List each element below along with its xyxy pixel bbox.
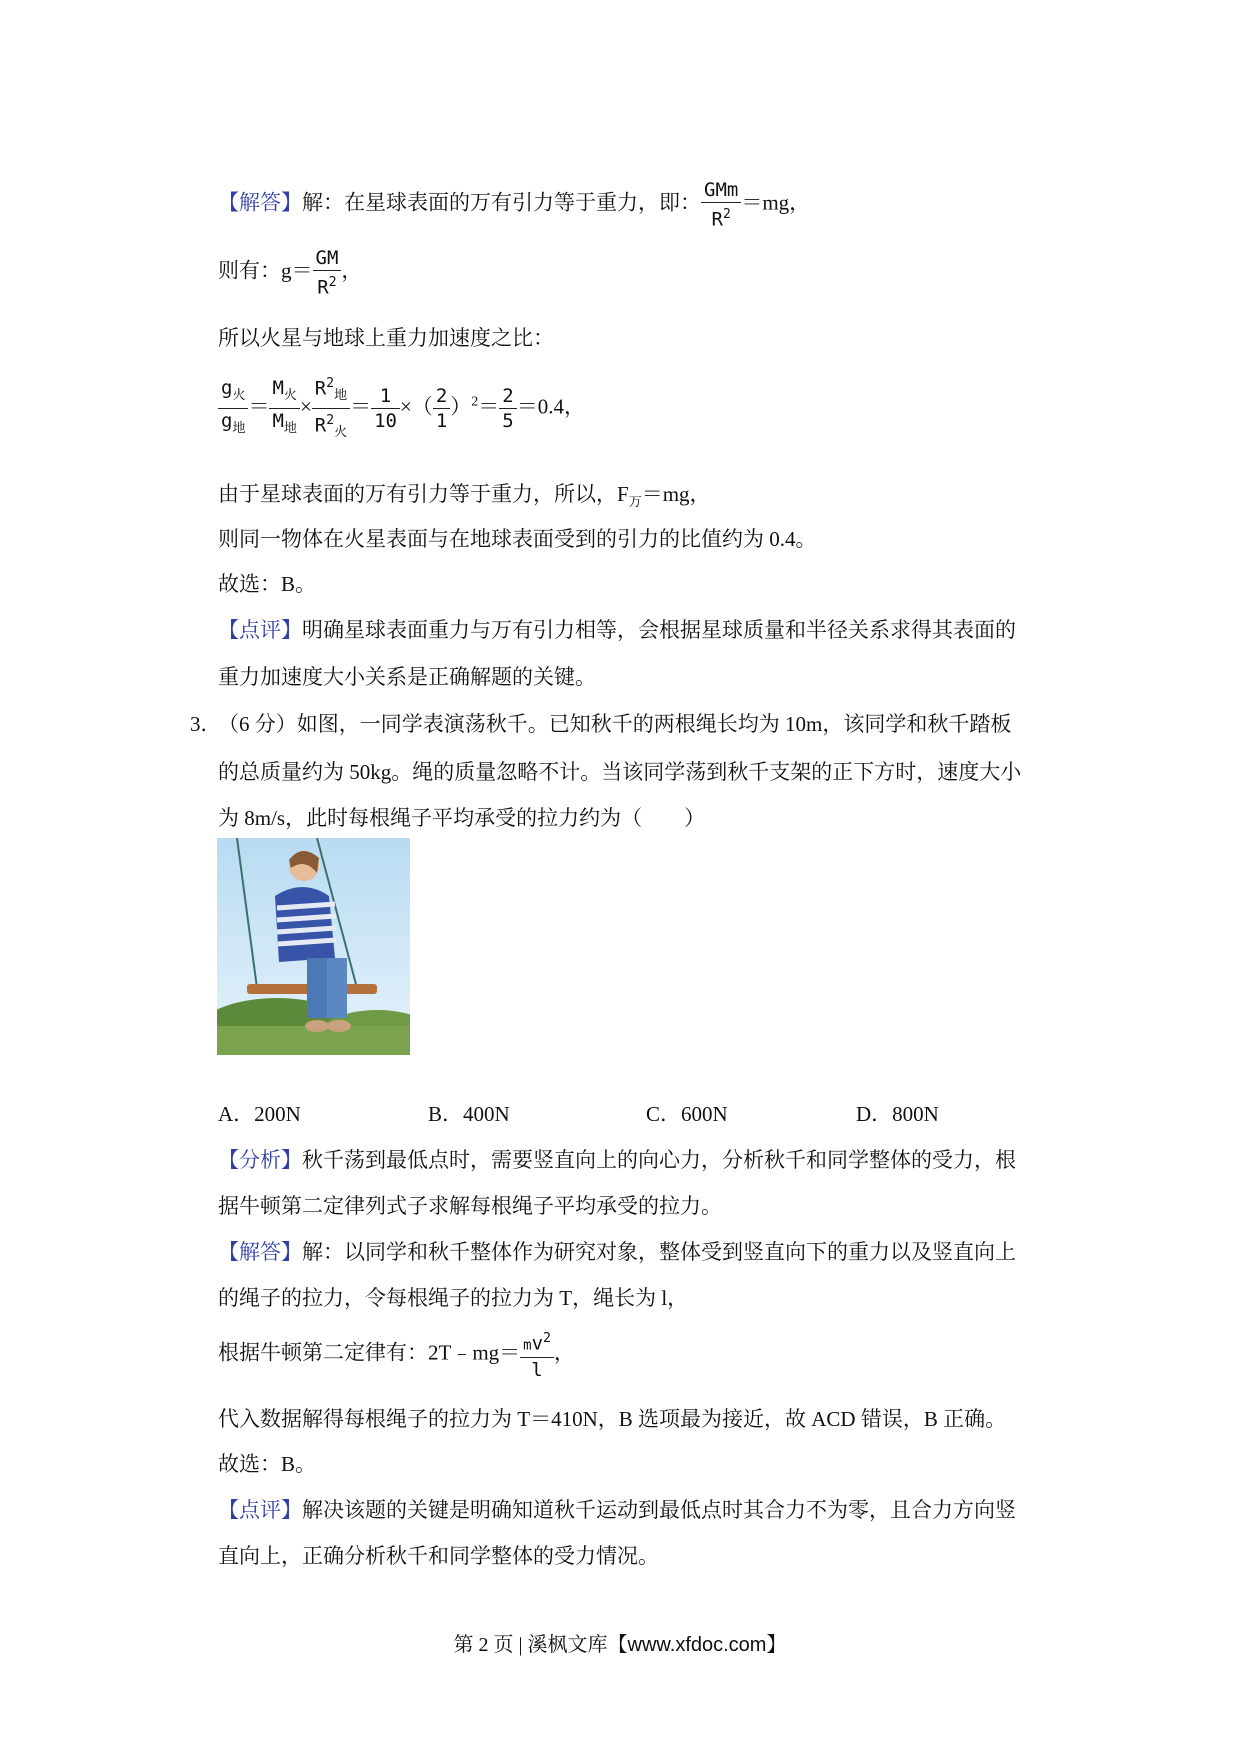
q3-answer-line-3: 根据牛顿第二定律有：2T﹣mg＝ $\frac{mv^2}{l}$ ，	[218, 1327, 575, 1382]
analysis-line-2: 据牛顿第二定律列式子求解每根绳子平均承受的拉力。	[218, 1194, 722, 1218]
site-link[interactable]: 【www.xfdoc.com】	[607, 1634, 787, 1656]
page-number: 第 2 页	[453, 1634, 514, 1656]
q3-answer-line-4: 代入数据解得每根绳子的拉力为 T＝410N，B 选项最为接近，故 ACD 错误，B 正确。	[218, 1407, 1007, 1431]
answer-line-1	[218, 178, 810, 231]
analysis-line-1: 【分析】秋千荡到最低点时，需要竖直向上的向心力，分析秋千和同学整体的受力，根	[218, 1148, 1016, 1172]
comment-tag: 【点评】	[218, 618, 302, 642]
choose-line: 故选：B。	[218, 572, 317, 596]
fraction-denominator: $R^2$	[701, 202, 741, 231]
comment-tag: 【点评】	[218, 1498, 302, 1522]
ratio-equation: $\frac{g_火}{g_地}$ ＝ $\frac{M_火}{M_地}$ × $\frac{R^2_地}{R^2_火}$ ＝ $\frac{1}{10}$ ×（ $\frac{2}{1}$ ）$^2$＝ $\frac{2}{5}$ ＝0.4，	[218, 372, 585, 445]
question-line-3: 为 8m/s，此时每根绳子平均承受的拉力约为（ ）	[218, 806, 706, 830]
answer-tag: 【解答】	[218, 190, 302, 215]
swing-photo	[217, 838, 410, 1055]
q3-answer-line-2: 的绳子的拉力，令每根绳子的拉力为 T，绳长为 l，	[218, 1286, 689, 1310]
fraction-mv2-l: $\frac{mv^2}{l}$	[520, 1327, 554, 1382]
fraction-2-5: $\frac{2}{5}$	[499, 384, 516, 433]
answer-line-3: 所以火星与地球上重力加速度之比：	[218, 326, 554, 350]
fraction-1-10: $\frac{1}{10}$	[371, 384, 400, 433]
answer-text: 则有：g＝	[218, 258, 313, 283]
question-line-1: （6 分）如图，一同学表演荡秋千。已知秋千的两根绳长均为 10m，该同学和秋千踏板	[218, 712, 1012, 736]
fraction-numerator: GMm	[704, 179, 739, 201]
option-d: D．800N	[856, 1102, 939, 1126]
brand-name: 溪枫文库	[527, 1634, 608, 1656]
option-a: A．200N	[218, 1102, 301, 1126]
q3-choose-line: 故选：B。	[218, 1452, 317, 1476]
option-b: B．400N	[428, 1102, 510, 1126]
fraction-r-ratio: $\frac{R^2_地}{R^2_火}$	[312, 372, 350, 445]
question-number: 3．	[190, 712, 222, 736]
comment-line-2: 重力加速度大小关系是正确解题的关键。	[218, 665, 596, 689]
analysis-tag: 【分析】	[218, 1148, 302, 1172]
fraction-denominator: $R^2$	[313, 270, 342, 299]
comment-line-1: 【点评】明确星球表面重力与万有引力相等，会根据星球质量和半径关系求得其表面的	[218, 618, 1016, 642]
fraction-g-ratio: $\frac{g_火}{g_地}$	[218, 376, 248, 441]
fraction-m-ratio: $\frac{M_火}{M_地}$	[269, 376, 299, 441]
q3-answer-line-1: 【解答】解：以同学和秋千整体作为研究对象，整体受到竖直向下的重力以及竖直向上	[218, 1240, 1016, 1264]
answer-line-6: 则同一物体在火星表面与在地球表面受到的引力的比值约为 0.4。	[218, 527, 817, 551]
option-c: C．600N	[646, 1102, 728, 1126]
answer-line-5: 由于星球表面的万有引力等于重力，所以，$F_万=mg$，	[218, 482, 711, 510]
q3-comment-line-1: 【点评】解决该题的关键是明确知道秋千运动到最低点时其合力不为零，且合力方向竖	[218, 1498, 1016, 1522]
fraction-2-1: $\frac{2}{1}$	[433, 384, 450, 433]
question-line-2: 的总质量约为 50kg。绳的质量忽略不计。当该同学荡到秋千支架的正下方时，速度大小	[218, 760, 1022, 784]
fraction-gm-r2	[313, 246, 342, 299]
answer-text: 解：在星球表面的万有引力等于重力，即：	[302, 190, 701, 215]
answer-text: ，	[341, 258, 363, 283]
answer-text: ＝mg，	[741, 190, 811, 215]
answer-line-2	[218, 246, 362, 299]
fraction-numerator: GM	[315, 247, 339, 269]
q3-comment-line-2: 直向上，正确分析秋千和同学整体的受力情况。	[218, 1544, 659, 1568]
answer-tag: 【解答】	[218, 1240, 302, 1264]
fraction-gmm-r2	[701, 178, 741, 231]
page-footer: 第 2 页 | 溪枫文库【www.xfdoc.com】	[453, 1634, 787, 1656]
